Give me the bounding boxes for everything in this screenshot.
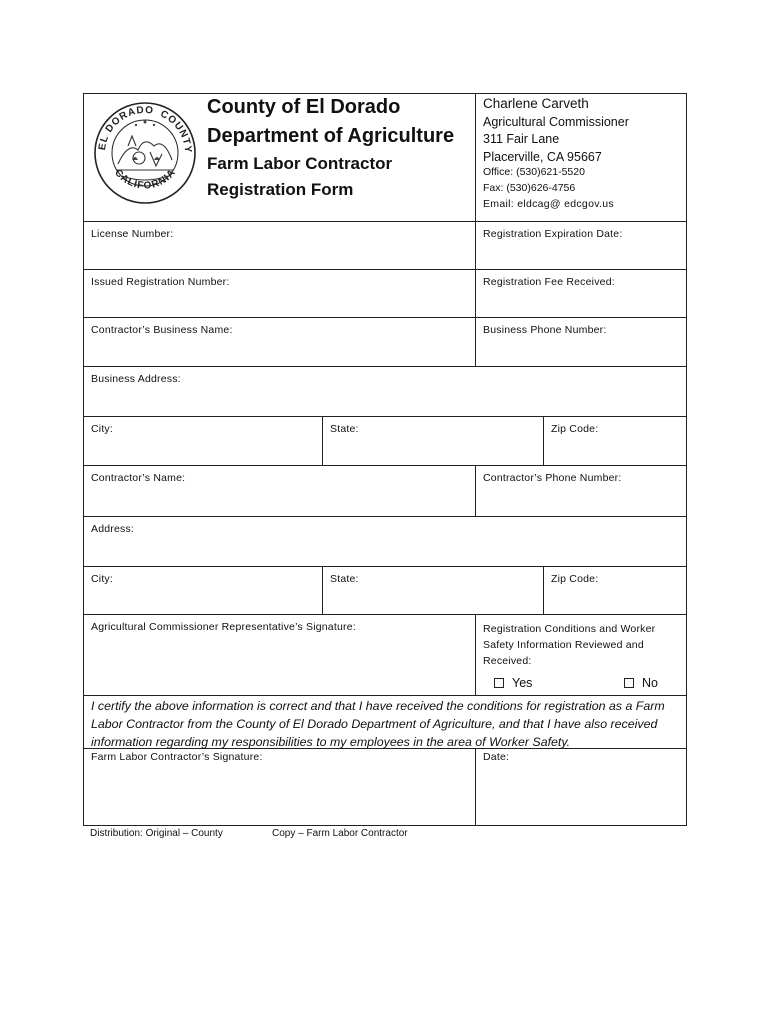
contractor-name-field[interactable]	[84, 465, 475, 516]
seal-bottom-text: CALIFORNIA	[112, 167, 179, 192]
contractor-address-label: Address:	[91, 523, 135, 535]
business-zip-field[interactable]	[543, 416, 686, 465]
contractor-state-label: State:	[330, 573, 359, 585]
license-number-field[interactable]	[84, 221, 475, 269]
contractor-zip-field[interactable]	[543, 566, 686, 614]
business-state-field[interactable]	[322, 416, 543, 465]
contact-office: Office: (530)621-5520	[483, 166, 585, 178]
business-phone-label: Business Phone Number:	[483, 324, 607, 336]
yes-label: Yes	[512, 676, 533, 690]
business-phone-field[interactable]	[475, 317, 686, 366]
seal-right-text: COUNTY	[158, 108, 194, 154]
contractor-name-label: Contractor’s Name:	[91, 472, 186, 484]
no-option[interactable]	[624, 676, 658, 690]
seal-top-text: EL DORADO	[96, 104, 155, 151]
title-department: Department of Agriculture	[207, 125, 455, 147]
svg-text:COUNTY	[158, 109, 193, 154]
rep-signature-label: Agricultural Commissioner Representative’s Signature:	[91, 621, 356, 633]
contractor-phone-field[interactable]	[475, 465, 686, 516]
registration-expiration-field[interactable]	[475, 221, 686, 269]
contractor-city-field[interactable]	[84, 566, 322, 614]
date-label: Date:	[483, 751, 510, 763]
contact-fax: Fax: (530)626-4756	[483, 182, 576, 194]
issued-registration-number-label: Issued Registration Number:	[91, 276, 230, 288]
county-seal	[92, 100, 198, 206]
contractor-address-field[interactable]	[84, 516, 686, 566]
no-label: No	[642, 676, 658, 690]
registration-fee-field[interactable]	[475, 269, 686, 317]
footer-distribution-copy: Copy – Farm Labor Contractor	[272, 828, 408, 839]
issued-registration-number-field[interactable]	[84, 269, 475, 317]
certification-text: I certify the above information is correct and that I have received the conditions for registration as a Farm Labor Contractor from the County of El Dorado Department of Agriculture, and that I have also received information regarding my responsibilities to my employees in the area of Worker Safety.	[91, 699, 665, 749]
svg-text:CALIFORNIA	[112, 167, 178, 192]
conditions-field	[475, 614, 686, 695]
business-city-label: City:	[91, 423, 113, 435]
contractor-state-field[interactable]	[322, 566, 543, 614]
no-checkbox[interactable]	[624, 678, 634, 688]
contact-city: Placerville, CA 95667	[483, 150, 602, 164]
business-name-label: Contractor’s Business Name:	[91, 324, 233, 336]
contact-street: 311 Fair Lane	[483, 132, 560, 146]
svg-text:EL DORADO	[97, 105, 154, 151]
business-address-label: Business Address:	[91, 373, 181, 385]
business-zip-label: Zip Code:	[551, 423, 599, 435]
title-county: County of El Dorado	[207, 96, 401, 118]
title-form-line2: Registration Form	[207, 180, 354, 199]
date-field[interactable]	[475, 748, 686, 825]
header-left	[84, 94, 475, 221]
business-city-field[interactable]	[84, 416, 322, 465]
rep-signature-field[interactable]	[84, 614, 475, 695]
registration-form	[83, 93, 687, 826]
registration-fee-label: Registration Fee Received:	[483, 276, 615, 288]
yes-checkbox[interactable]	[494, 678, 504, 688]
header-contact	[475, 94, 686, 221]
contact-email: Email: eldcag@ edcgov.us	[483, 198, 614, 210]
business-address-field[interactable]	[84, 366, 686, 416]
contractor-zip-label: Zip Code:	[551, 573, 599, 585]
flc-signature-field[interactable]	[84, 748, 475, 825]
license-number-label: License Number:	[91, 228, 174, 240]
business-name-field[interactable]	[84, 317, 475, 366]
title-form-line1: Farm Labor Contractor	[207, 154, 393, 173]
conditions-label: Registration Conditions and Worker Safety Information Reviewed and Received:	[483, 623, 656, 667]
yes-option[interactable]	[494, 676, 532, 690]
contact-title: Agricultural Commissioner	[483, 115, 629, 129]
contractor-phone-label: Contractor’s Phone Number:	[483, 472, 622, 484]
business-state-label: State:	[330, 423, 359, 435]
footer-distribution-original: Distribution: Original – County	[90, 828, 223, 839]
contact-name: Charlene Carveth	[483, 96, 589, 111]
registration-expiration-label: Registration Expiration Date:	[483, 228, 623, 240]
flc-signature-label: Farm Labor Contractor’s Signature:	[91, 751, 263, 763]
contractor-city-label: City:	[91, 573, 113, 585]
certification-block	[84, 695, 686, 748]
